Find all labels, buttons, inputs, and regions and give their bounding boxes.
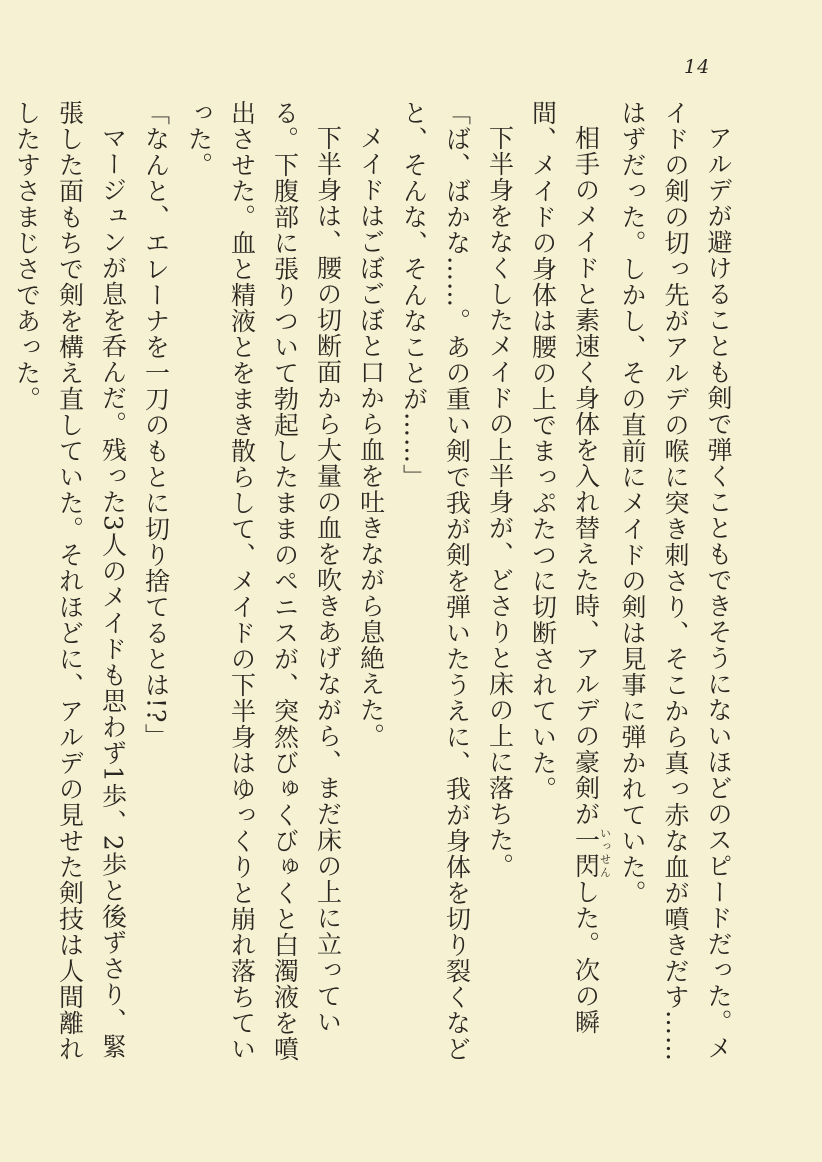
ruby-base: 一閃 — [571, 827, 601, 879]
page-number: 14 — [684, 56, 711, 78]
paragraph-6: マージュンが息を呑んだ。残った3人のメイドも思わず1歩、2歩と後ずさり、緊張した面もちで剣を構え直していた。それほどに、アルデの見せた剣技は人間離れしたすさまじさであった。 — [12, 100, 128, 1062]
paragraph-1: アルデが避けることも剣で弾くこともできそうにないほどのスピードだった。メイドの剣の切っ先がアルデの喉に突き刺さり、そこから真っ赤な血が噴きだす……はずだった。しかし、その直前にメイドの剣は見事に弾かれていた。 — [618, 100, 733, 1062]
paragraph-2-start: 相手のメイドと素速く身体を入れ替えた時、アルデの豪剣が — [571, 125, 601, 827]
paragraph-4: メイドはごぼごぼと口から血を吐きながら息絶えた。 — [356, 125, 386, 749]
dialogue-1: 「ば、ばかな……。あの重い剣で我が剣を弾いたうえに、我が身体を切り裂くなどと、そんな、そんなことが……」 — [399, 100, 472, 1062]
paragraph-5: 下半身は、腰の切断面から大量の血を吹きあげながら、まだ床の上に立っている。下腹部に張りついて勃起したままのペニスが、突然びゅくびゅくと白濁液を噴出させた。血と精液とをまき散らして、メイドの下半身はゆっくりと崩れ落ちていった。 — [184, 100, 343, 1062]
ruby-reading: いっせん — [598, 827, 612, 879]
paragraph-3: 下半身をなくしたメイドの上半身が、どさりと床の上に落ちた。 — [485, 125, 515, 879]
ruby-issen — [571, 827, 612, 879]
dialogue-2: 「なんと、エレーナを一刀のもとに切り捨てるとは!?」 — [141, 100, 171, 750]
vertical-text-body — [12, 100, 740, 1080]
paragraph-2 — [522, 100, 612, 1080]
paragraph-2-end: した。次の瞬間、メイドの身体は腰の上でまっぷたつに切断されていた。 — [528, 100, 601, 1035]
